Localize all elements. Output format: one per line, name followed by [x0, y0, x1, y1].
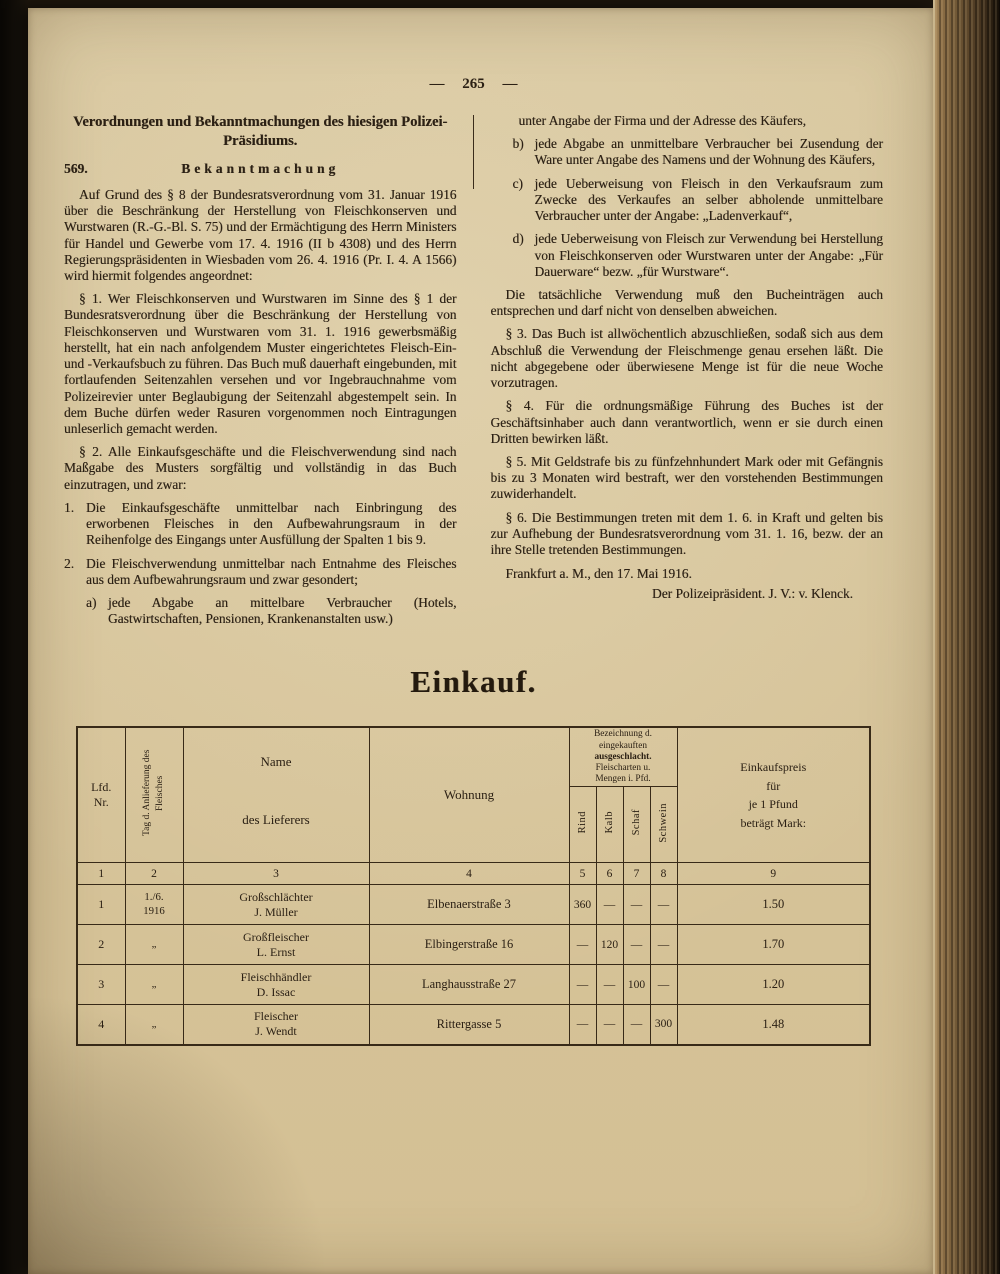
list-item-a — [86, 595, 457, 627]
column-header-tag-anlieferung — [125, 727, 183, 862]
cell-menge-schwein: — — [650, 965, 677, 1005]
page-number: — 265 — — [429, 76, 518, 92]
place-and-date: Frankfurt a. M., den 17. Mai 1916. — [505, 566, 692, 582]
paragraph-section-2: § 2. Alle Einkaufsgeschäfte und die Fleischverwendung sind nach Maßgabe des Musters sorgfältig und vollständig in das Buch einzutragen, und zwar: — [64, 444, 457, 492]
two-column-text — [64, 113, 883, 634]
section-header: Verordnungen und Bekanntmachungen des hiesigen Polizei-Präsidiums. — [73, 114, 448, 149]
column-header-schaf — [623, 787, 650, 863]
cell-einkaufspreis: 1.20 — [677, 965, 870, 1005]
paragraph-continuation-a: unter Angabe der Firma und der Adresse des Käufers, — [518, 113, 806, 128]
header-name-top: Name — [260, 754, 292, 770]
cell-lfd-nr: 1 — [77, 885, 125, 925]
list-marker: 2. — [64, 555, 75, 571]
cell-menge-kalb: — — [596, 885, 623, 925]
cell-menge-schaf: 100 — [623, 965, 650, 1005]
column-number: 8 — [650, 863, 677, 885]
signature-line: Der Polizeipräsident. J. V.: v. Klenck. — [652, 586, 853, 602]
right-column — [491, 113, 884, 634]
paragraph-usage: Die tatsächliche Verwendung muß den Bucheinträgen auch entsprechen und darf nicht von denselben abweichen. — [490, 286, 883, 319]
list-marker: a) — [86, 594, 97, 610]
notice-title: Bekanntmachung — [181, 160, 340, 176]
paragraph-section-1: § 1. Wer Fleischkonserven und Wurstwaren im Sinne des § 1 der Bundesratsverordnung über die Beschränkung der Herstellung von Fleischkonserven und Wurstwaren vom 31. 1. 1916 gewerbsmäßig herstellt, hat ein nach anfolgendem Muster eingerichtetes Fleisch-Ein- und -Verkaufsbuch zu führen. Das Buch muß dauerhaft eingebunden, mit fortlaufenden Seitenzahlen versehen und vor Ingebrauchnahme vom Polizeirevier unter Beglaubigung der Seitenzahl abgestempelt sein. In dem Buche dürfen weder Rasuren vorgenommen noch Eintragungen unleserlich gemacht werden. — [64, 291, 457, 436]
column-header-rind — [569, 787, 596, 863]
column-number: 4 — [369, 863, 569, 885]
cell-wohnung: Elbingerstraße 16 — [369, 925, 569, 965]
cell-menge-schwein: — — [650, 885, 677, 925]
notice-heading — [64, 161, 457, 181]
cell-einkaufspreis: 1.48 — [677, 1005, 870, 1045]
notice-number: 569. — [64, 160, 88, 176]
table-row — [77, 1005, 870, 1045]
paragraph-section-6: § 6. Die Bestimmungen treten mit dem 1. 6. in Kraft und gelten bis zur Aufhebung der Bundesratsverordnung vom 31. 1. 16, bezw. der an ihre Stelle tretenden Bestimmungen. — [490, 509, 883, 558]
column-header-meat-group: Bezeichnung d. eingekauften ausgeschlacht. Fleischarten u. Mengen i. Pfd. — [569, 727, 677, 786]
table-title: Einkauf. — [410, 664, 537, 700]
column-header-schwein — [650, 787, 677, 863]
list-text: jede Ueberweisung von Fleisch in den Verkaufsraum zum Zwecke des Verkaufes an selber abholende unmittelbare Verbraucher unter der Angabe: „Ladenverkauf“, — [534, 175, 883, 224]
paragraph-section-4: § 4. Für die ordnungsmäßige Führung des Buches ist der Geschäftsinhaber auch dann verantwortlich, wenn er sie durch einen Dritten bewirken läßt. — [490, 398, 883, 446]
rotated-header-text: Rind — [577, 811, 588, 834]
cell-tag-anlieferung: „ — [125, 925, 183, 965]
column-number-row — [77, 863, 870, 885]
column-number: 2 — [125, 863, 183, 885]
list-marker: 1. — [64, 499, 75, 515]
paragraph-section-3: § 3. Das Buch ist allwöchentlich abzuschließen, sodaß sich aus dem Abschluß die Verwendung der Fleischmenge genau ersehen läßt. Die nicht abgegebene oder überwiesene Menge ist für die neue Woche vorzutragen. — [490, 326, 883, 391]
column-header-lfd-nr: Lfd. Nr. — [77, 727, 125, 862]
list-marker: b) — [512, 136, 524, 152]
list-text: Die Fleischverwendung unmittelbar nach Entnahme des Fleisches aus dem Aufbewahrungsraum und zwar gesondert; — [86, 555, 457, 587]
rotated-header-text: Schaf — [631, 809, 642, 836]
table-row — [77, 965, 870, 1005]
column-number: 5 — [569, 863, 596, 885]
cell-menge-schaf: — — [623, 1005, 650, 1045]
cell-menge-schwein: 300 — [650, 1005, 677, 1045]
cell-menge-rind: — — [569, 965, 596, 1005]
column-header-kalb — [596, 787, 623, 863]
cell-menge-schaf: — — [623, 925, 650, 965]
cell-tag-anlieferung: „ — [125, 1005, 183, 1045]
paragraph-intro: Auf Grund des § 8 der Bundesratsverordnung vom 31. Januar 1916 über die Beschränkung der Herstellung von Fleischkonserven und Wurstwaren (R.-G.-Bl. S. 75) und der Ermächtigung des Herrn Ministers für Handel und Gewerbe vom 17. 4. 1916 (II b 4308) und des Herrn Regierungspräsidenten in Wiesbaden vom 26. 4. 1916 (Pr. I. 4. A 1566) wird hiermit folgendes angeordnet: — [64, 186, 457, 284]
column-number: 1 — [77, 863, 125, 885]
cell-wohnung: Langhausstraße 27 — [369, 965, 569, 1005]
column-header-einkaufspreis: Einkaufspreis für je 1 Pfund beträgt Mark: — [677, 727, 870, 862]
cell-menge-kalb: 120 — [596, 925, 623, 965]
paragraph-section-5: § 5. Mit Geldstrafe bis zu fünfzehnhundert Mark oder mit Gefängnis bis zu 3 Monaten wird bestraft, wer den vorstehenden Bestimmungen zuwiderhandelt. — [490, 453, 883, 502]
column-number: 9 — [677, 863, 870, 885]
cell-lieferer-name: Fleischer J. Wendt — [183, 1005, 369, 1045]
header-name-bottom: des Lieferers — [242, 812, 310, 828]
cell-lieferer-name: Großschlächter J. Müller — [183, 885, 369, 925]
list-marker: c) — [512, 175, 523, 191]
list-marker: d) — [512, 231, 524, 247]
rotated-header-text: Kalb — [604, 811, 615, 834]
list-item-2 — [64, 556, 457, 588]
book-page-edges — [933, 0, 1000, 1274]
rotated-header-text: Schwein — [658, 802, 670, 843]
cell-einkaufspreis: 1.70 — [677, 925, 870, 965]
column-header-wohnung: Wohnung — [369, 727, 569, 862]
cell-menge-kalb: — — [596, 1005, 623, 1045]
rotated-header-text: Tag d. Anlieferung des Fleisches — [142, 750, 165, 837]
cell-lfd-nr: 3 — [77, 965, 125, 1005]
table-row — [77, 925, 870, 965]
list-text: jede Abgabe an mittelbare Verbraucher (Hotels, Gastwirtschaften, Pensionen, Krankenanstalten usw.) — [108, 594, 457, 627]
purchase-table — [76, 726, 871, 1045]
cell-tag-anlieferung: „ — [125, 965, 183, 1005]
cell-menge-rind: — — [569, 925, 596, 965]
list-item-d — [513, 231, 884, 280]
list-text: jede Abgabe an unmittelbare Verbraucher bei Zusendung der Ware unter Angabe des Namens und der Wohnung des Käufers, — [534, 136, 883, 168]
column-number: 6 — [596, 863, 623, 885]
left-column — [64, 113, 457, 634]
cell-lieferer-name: Fleischhändler D. Issac — [183, 965, 369, 1005]
list-item-b — [513, 136, 884, 168]
cell-menge-rind: — — [569, 1005, 596, 1045]
column-number: 3 — [183, 863, 369, 885]
column-header-name — [183, 727, 369, 862]
cell-einkaufspreis: 1.50 — [677, 885, 870, 925]
cell-menge-schwein: — — [650, 925, 677, 965]
column-number: 7 — [623, 863, 650, 885]
cell-tag-anlieferung: 1./6. 1916 — [125, 885, 183, 925]
cell-menge-rind: 360 — [569, 885, 596, 925]
list-text: Die Einkaufsgeschäfte unmittelbar nach Einbringung des erworbenen Fleisches in den Aufbewahrungsraum in der Reihenfolge des Eingangs unter Ausfüllung der Spalten 1 bis 9. — [86, 499, 457, 548]
cell-menge-schaf: — — [623, 885, 650, 925]
cell-lfd-nr: 4 — [77, 1005, 125, 1045]
cell-wohnung: Elbenaerstraße 3 — [369, 885, 569, 925]
list-item-c — [513, 176, 884, 225]
document-page — [28, 8, 933, 1274]
cell-lieferer-name: Großfleischer L. Ernst — [183, 925, 369, 965]
cell-lfd-nr: 2 — [77, 925, 125, 965]
list-text: jede Ueberweisung von Fleisch zur Verwendung bei Herstellung von Fleischkonserven oder Wurstwaren unter der Angabe: „Für Dauerware“ bezw. „für Wurstware“. — [534, 231, 883, 279]
list-item-1 — [64, 500, 457, 549]
table-row — [77, 885, 870, 925]
cell-wohnung: Rittergasse 5 — [369, 1005, 569, 1045]
cell-menge-kalb: — — [596, 965, 623, 1005]
